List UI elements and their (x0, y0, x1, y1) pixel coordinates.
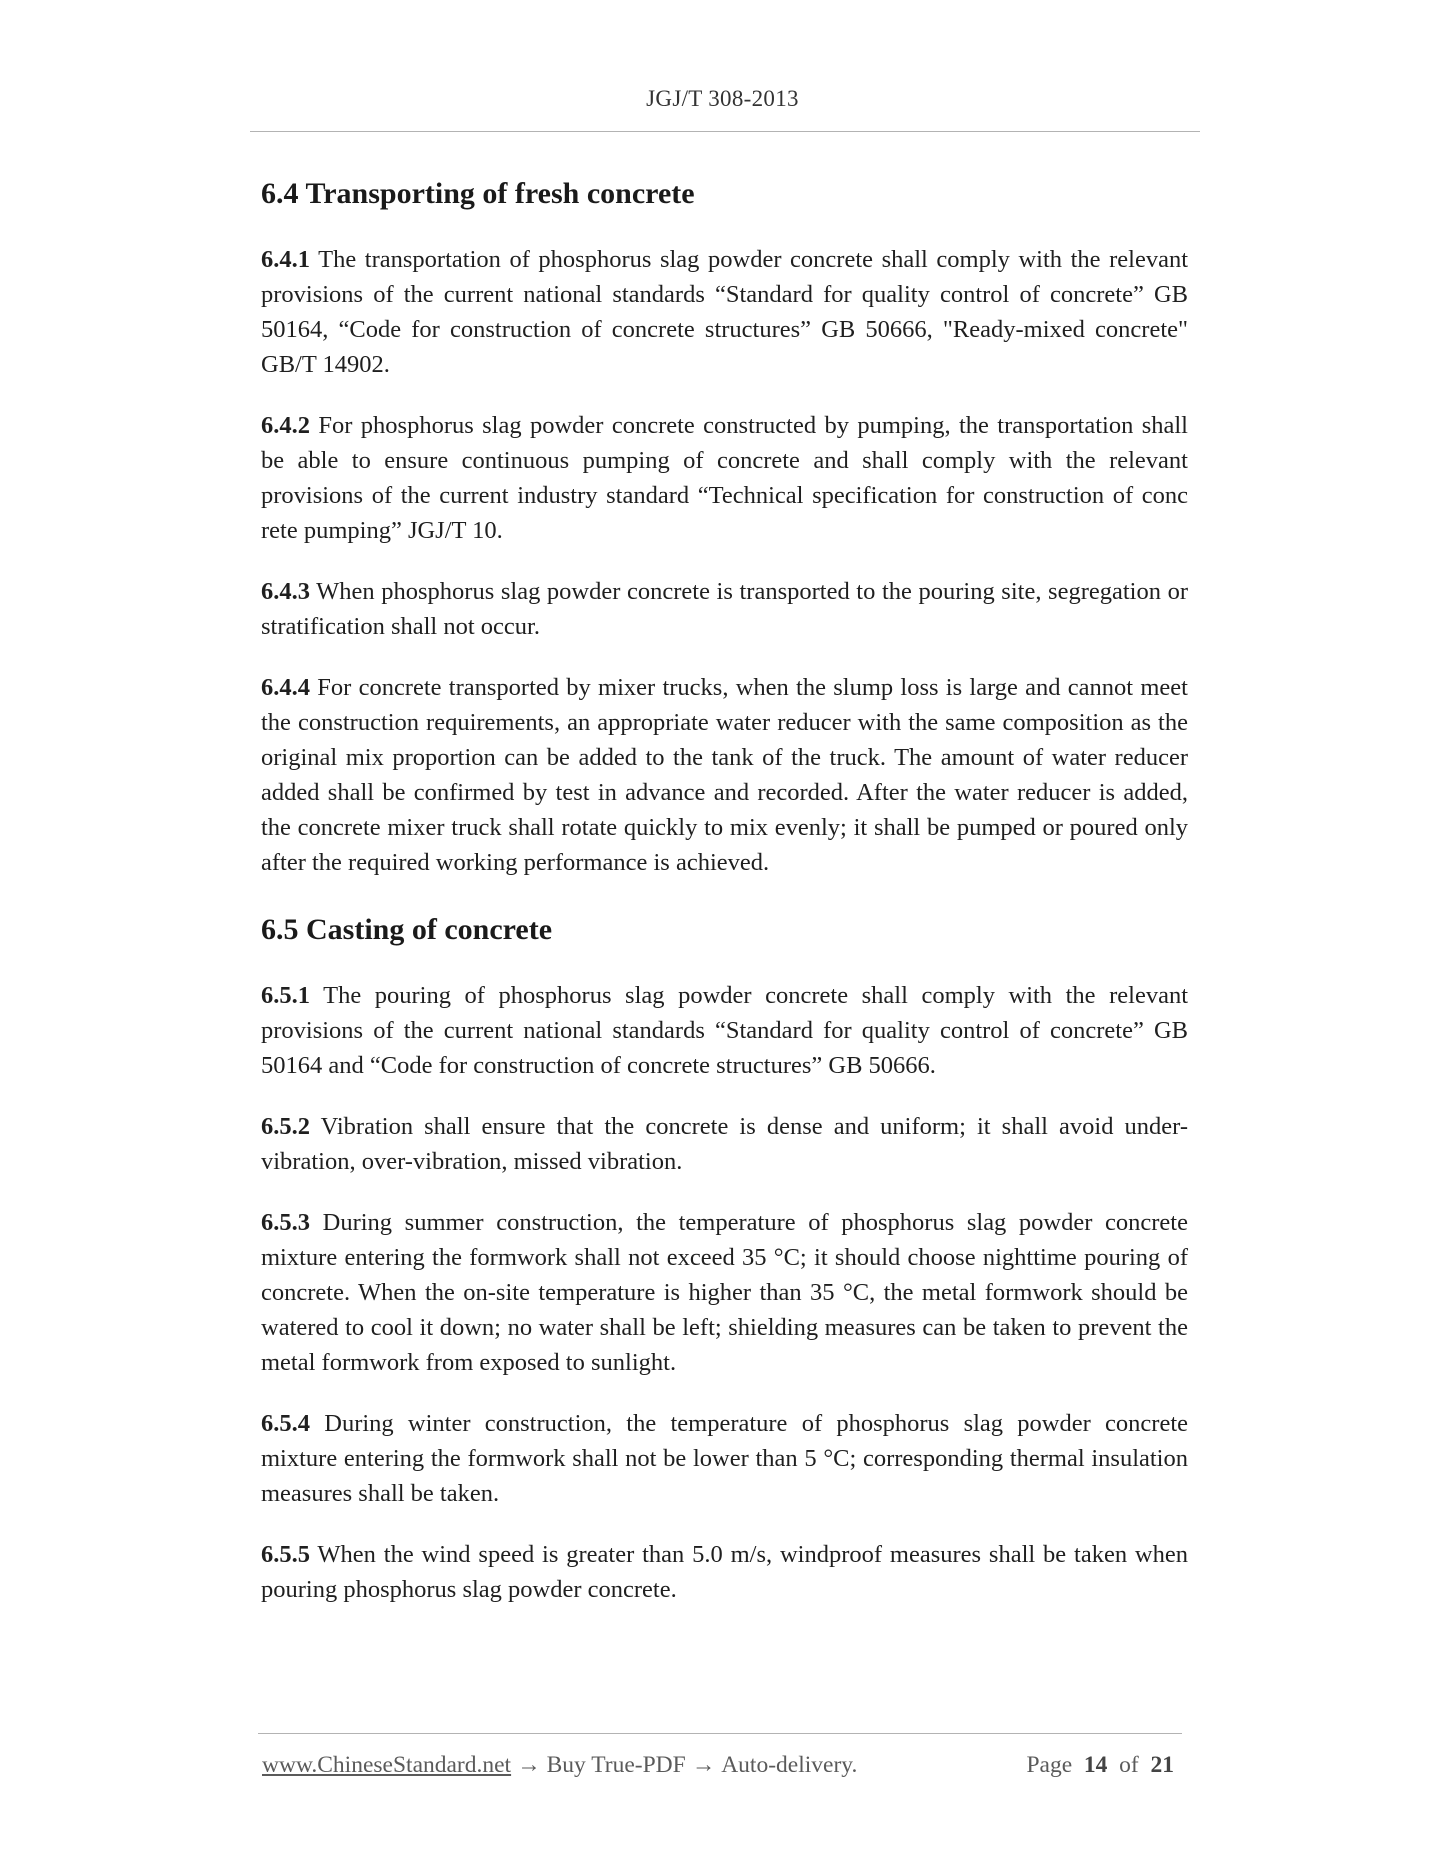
clause-6-4-4 (261, 670, 1188, 880)
clause-number: 6.5.2 (261, 1113, 310, 1140)
clause-number: 6.5.3 (261, 1209, 310, 1236)
buy-true-pdf-text: Buy True-PDF (546, 1752, 686, 1778)
clause-text: The pouring of phosphorus slag powder concrete shall comply with the relevant provisions of the current national standards “Standard for quality control of concrete” GB 50164 and “Code for construction of concrete structures” GB 50666. (261, 982, 1188, 1079)
clause-text: During winter construction, the temperature of phosphorus slag powder concrete mixture entering the formwork shall not be lower than 5 °C; corresponding thermal insulation measures shall be taken. (261, 1410, 1189, 1507)
page-total: 21 (1150, 1752, 1174, 1778)
clause-number: 6.4.1 (261, 246, 310, 273)
section-6-4 (261, 174, 1188, 880)
clause-text: For phosphorus slag powder concrete constructed by pumping, the transportation shall be able to ensure continuous pumping of concrete and shall comply with the relevant provisions of the current industry standard “Technical specification for construction of conc rete pumping” JGJ/T 10. (261, 412, 1188, 544)
site-link[interactable]: www.ChineseStandard.net (262, 1752, 512, 1778)
clause-text: For concrete transported by mixer trucks, when the slump loss is large and cannot meet the construction requirements, an appropriate water reducer with the same composition as the original mix proportion can be added to the tank of the truck. The amount of water reducer added shall be confirmed by test in advance and recorded. After the water reducer is added, the concrete mixer truck shall rotate quickly to mix evenly; it shall be pumped or poured only after the required working performance is achieved. (261, 674, 1188, 876)
header-divider (250, 131, 1200, 132)
clause-number: 6.4.3 (261, 578, 310, 605)
section-6-5 (261, 910, 1188, 1607)
clause-6-5-5 (261, 1537, 1188, 1607)
clause-number: 6.5.4 (261, 1410, 310, 1437)
clause-text: The transportation of phosphorus slag powder concrete shall comply with the relevant provisions of the current national standards “Standard for quality control of concrete” GB 50164, “Code for construction of concrete structures” GB 50666, "Ready-mixed concrete" GB/T 14902. (261, 246, 1189, 378)
clause-6-4-1 (261, 242, 1188, 382)
page-label: Page (1026, 1752, 1073, 1778)
clause-6-5-3 (261, 1205, 1188, 1380)
page-footer (262, 1752, 1182, 1779)
clause-text: During summer construction, the temperature of phosphorus slag powder concrete mixture entering the formwork shall not exceed 35 °C; it should choose nighttime pouring of concrete. When the on-site temperature is higher than 35 °C, the metal formwork should be watered to cool it down; no water shall be left; shielding measures can be taken to prevent the metal formwork from exposed to sunlight. (261, 1209, 1188, 1376)
clause-number: 6.5.1 (261, 982, 310, 1009)
footer-divider (258, 1733, 1182, 1734)
section-title: 6.5 Casting of concrete (261, 913, 553, 946)
clause-6-4-2 (261, 408, 1188, 548)
clause-6-5-2 (261, 1109, 1188, 1179)
clause-text: When the wind speed is greater than 5.0 m/s, windproof measures shall be taken when pouring phosphorus slag powder concrete. (261, 1541, 1189, 1603)
clause-text: Vibration shall ensure that the concrete is dense and uniform; it shall avoid under-vibration, over-vibration, missed vibration. (261, 1113, 1188, 1175)
clause-6-5-1 (261, 978, 1188, 1083)
page-indicator (1026, 1752, 1174, 1779)
page-content (261, 174, 1188, 1633)
clause-6-4-3 (261, 574, 1188, 644)
clause-6-5-4 (261, 1406, 1188, 1511)
document-code-header: JGJ/T 308-2013 (646, 86, 799, 111)
arrow-right-icon: → (691, 1752, 716, 1778)
auto-delivery-text: Auto-delivery. (721, 1752, 858, 1778)
of-label: of (1119, 1752, 1139, 1778)
section-title: 6.4 Transporting of fresh concrete (261, 177, 695, 210)
clause-number: 6.4.2 (261, 412, 310, 439)
clause-text: When phosphorus slag powder concrete is transported to the pouring site, segregation or stratification shall not occur. (261, 578, 1188, 640)
page-current: 14 (1083, 1752, 1108, 1778)
arrow-right-icon: → (517, 1752, 541, 1778)
clause-number: 6.4.4 (261, 674, 310, 701)
clause-number: 6.5.5 (261, 1541, 310, 1568)
